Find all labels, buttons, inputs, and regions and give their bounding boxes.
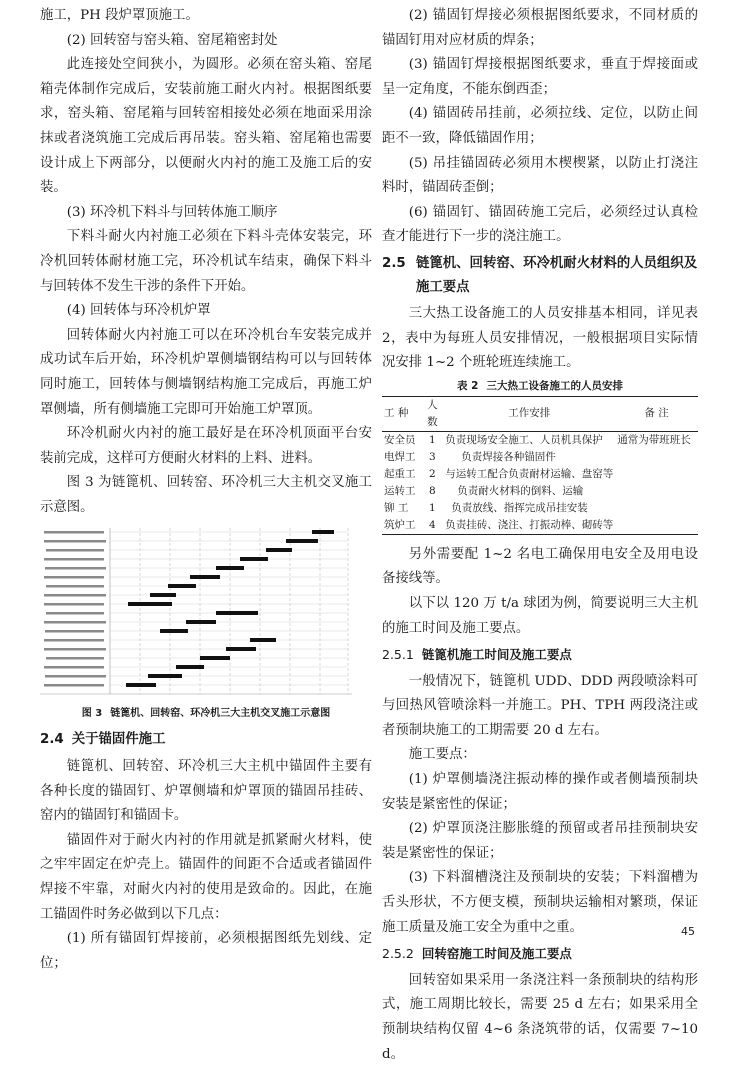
table-cell: 负责现场安全施工、人员机具保护 bbox=[445, 433, 603, 446]
table-cell bbox=[615, 466, 698, 483]
table-caption bbox=[382, 378, 698, 394]
table-row bbox=[382, 449, 698, 466]
list-item: (3) 锚固钉焊接根据图纸要求，垂直于焊接面或呈一定角度，不能东倒西歪； bbox=[382, 57, 698, 97]
table-cell: 1 bbox=[429, 433, 436, 446]
section-number: 2.5.2 bbox=[382, 946, 414, 962]
table-cell bbox=[615, 483, 698, 500]
left-column bbox=[40, 4, 372, 976]
table-row bbox=[382, 431, 698, 449]
table-cell: 负责挂砖、浇注、打振动棒、砌砖等 bbox=[443, 517, 615, 535]
table-cell: 运转工 bbox=[384, 484, 416, 497]
figure-3-schedule-chart bbox=[40, 524, 352, 700]
paragraph: 回转体耐火内衬施工可以在环冷机台车安装完成并成功试车后开始，环冷机炉罩侧墙钢结构可以与回转体同时施工，回转体与侧墙钢结构施工完成后，再施工炉罩侧墙，所有侧墙施工完即可开始施工炉罩顶。 bbox=[40, 327, 372, 417]
table-cell: 安全员 bbox=[384, 433, 416, 446]
section-title: 关于锚固件施工 bbox=[71, 732, 166, 748]
table-header-row bbox=[382, 396, 698, 431]
table-title: 三大热工设备施工的人员安排 bbox=[486, 379, 623, 392]
list-item: (5) 吊挂锚固砖必须用木楔楔紧，以防止打浇注料时，锚固砖歪倒； bbox=[382, 155, 698, 196]
section-heading-2-5-1 bbox=[382, 643, 698, 668]
table-row bbox=[382, 500, 698, 517]
paragraph: 图 3 为链篦机、回转窑、环冷机三大主机交叉施工示意图。 bbox=[40, 475, 372, 515]
column-header: 人数 bbox=[422, 396, 444, 431]
table-cell: 2 bbox=[429, 467, 436, 480]
schedule-chart-image bbox=[40, 524, 352, 700]
list-item: (3) 下料溜槽浇注及预制块的安装；下料溜槽为舌头形状，不方便支模，预制块运输相对繁琐，保证施工质量及施工安全为重中之重。 bbox=[382, 870, 698, 935]
paragraph: 施工要点： bbox=[408, 747, 476, 763]
column-header: 工作安排 bbox=[443, 396, 615, 431]
paragraph: 回转窑如果采用一条浇注料一条预制块的结构形式，施工周期比较长，需要 25 d 左右；如果采用全预制块结构仅留 4~6 条浇筑带的话，仅需要 7~10 d。 bbox=[382, 972, 698, 1062]
table-row bbox=[382, 483, 698, 500]
paragraph: 链篦机、回转窑、环冷机三大主机中锚固件主要有各种长度的锚固钉、炉罩侧墙和炉罩顶的锚固吊挂砖、窑内的锚固钉和锚固卡。 bbox=[40, 759, 372, 824]
paragraph: 此连接处空间狭小，为圆形。必须在窑头箱、窑尾箱壳体制作完成后，安装前施工耐火内衬。根据图纸要求，窑头箱、窑尾箱与回转窑相接处必须在地面采用涂抹或者浇筑施工完成后再吊装。窑头箱、窑尾箱也需要设计成上下两部分，以便耐火内衬的施工及施工后的安装。 bbox=[40, 57, 372, 196]
section-heading-2-5-2 bbox=[382, 942, 698, 967]
list-item: (4) 锚固砖吊挂前，必须拉线、定位，以防止间距不一致，降低锚固作用； bbox=[382, 106, 698, 146]
list-item: (6) 锚固钉、锚固砖施工完后，必须经过认真检查才能进行下一步的浇注施工。 bbox=[382, 204, 698, 245]
table-cell: 筑炉工 bbox=[382, 517, 422, 535]
paragraph: 三大热工设备施工的人员安排基本相同，详见表 2，表中为每班人员安排情况，一般根据项目实际情况安排 1~2 个班轮班连续施工。 bbox=[382, 305, 698, 371]
paragraph: 下料斗耐火内衬施工必须在下料斗壳体安装完，环冷机回转体耐材施工完，环冷机试车结束，确保下料斗与回转体不发生干涉的条件下开始。 bbox=[40, 229, 372, 294]
list-item: (1) 所有锚固钉焊接前，必须根据图纸先划线、定位； bbox=[40, 931, 372, 971]
section-title: 链篦机施工时间及施工要点 bbox=[421, 647, 572, 663]
table-row bbox=[382, 466, 698, 483]
figure-caption-text: 链篦机、回转窑、环冷机三大主机交叉施工示意图 bbox=[110, 708, 331, 720]
table-cell: 4 bbox=[422, 517, 444, 535]
figure-caption bbox=[40, 706, 372, 722]
subheading: (4) 回转体与环冷机炉罩 bbox=[66, 303, 211, 319]
column-header: 备 注 bbox=[615, 396, 698, 431]
table-number: 表 2 bbox=[457, 379, 479, 392]
section-title: 链篦机、回转窑、环冷机耐火材料的人员组织及施工要点 bbox=[416, 255, 698, 295]
section-title: 回转窑施工时间及施工要点 bbox=[421, 946, 572, 962]
section-heading-2-5 bbox=[382, 252, 698, 300]
figure-number: 图 3 bbox=[81, 708, 103, 720]
list-item: (1) 炉罩侧墙浇注振动棒的操作或者侧墙预制块安装是紧密性的保证； bbox=[382, 772, 698, 812]
paragraph: 以下以 120 万 t/a 球团为例，简要说明三大主机的施工时间及施工要点。 bbox=[382, 595, 698, 636]
table-cell: 起重工 bbox=[384, 467, 416, 480]
section-number: 2.5.1 bbox=[382, 647, 414, 663]
subheading: (2) 回转窑与窑头箱、窑尾箱密封处 bbox=[66, 32, 278, 48]
list-item: (2) 锚固钉焊接必须根据图纸要求，不同材质的锚固钉用对应材质的焊条； bbox=[382, 8, 698, 48]
table-cell: 负责焊接各种锚固件 bbox=[461, 450, 556, 463]
table-cell: 电焊工 bbox=[384, 450, 416, 463]
paragraph: 一般情况下，链篦机 UDD、DDD 两段喷涂料可与回热风管喷涂料一并施工。PH、TPH 两段浇注或者预制块施工的工期需要 20 d 左右。 bbox=[382, 673, 698, 738]
section-number: 2.5 bbox=[382, 255, 406, 271]
paragraph: 施工，PH 段炉罩顶施工。 bbox=[40, 8, 199, 23]
table-cell: 铆 工 bbox=[384, 501, 409, 514]
section-heading-2-4 bbox=[40, 728, 372, 753]
table-cell: 1 bbox=[429, 501, 436, 514]
table-cell: 8 bbox=[429, 484, 436, 497]
subheading: (3) 环冷机下料斗与回转体施工顺序 bbox=[66, 204, 278, 220]
table-cell: 负责放线、指挥完成吊挂安装 bbox=[451, 501, 588, 514]
section-number: 2.4 bbox=[40, 732, 64, 748]
table-cell: 负责耐火材料的倒料、运输 bbox=[457, 484, 584, 497]
list-item: (2) 炉罩顶浇注膨胀缝的预留或者吊挂预制块安装是紧密性的保证； bbox=[382, 821, 698, 861]
table-cell bbox=[615, 449, 698, 466]
table-cell: 与运转工配合负责耐材运输、盘窑等 bbox=[445, 467, 614, 480]
table-row bbox=[382, 517, 698, 535]
paragraph: 锚固件对于耐火内衬的作用就是抓紧耐火材料，使之牢牢固定在炉壳上。锚固件的间距不合适或者锚固件焊接不牢靠，对耐火内衬的使用是致命的。因此，在施工锚固件时务必做到以下几点： bbox=[40, 832, 372, 922]
right-column bbox=[382, 4, 698, 1067]
paragraph: 环冷机耐火内衬的施工最好是在环冷机顶面平台安装前完成，这样可方便耐火材料的上料、进料。 bbox=[40, 426, 372, 466]
column-header: 工 种 bbox=[382, 396, 422, 431]
table-cell bbox=[615, 517, 698, 535]
table-cell: 3 bbox=[429, 450, 436, 463]
paragraph: 另外需要配 1~2 名电工确保用电安全及用电设备接线等。 bbox=[382, 546, 698, 587]
table-cell: 通常为带班班长 bbox=[617, 433, 691, 446]
table-cell bbox=[615, 500, 698, 517]
page-number: 45 bbox=[681, 925, 695, 938]
staff-table bbox=[382, 396, 698, 535]
